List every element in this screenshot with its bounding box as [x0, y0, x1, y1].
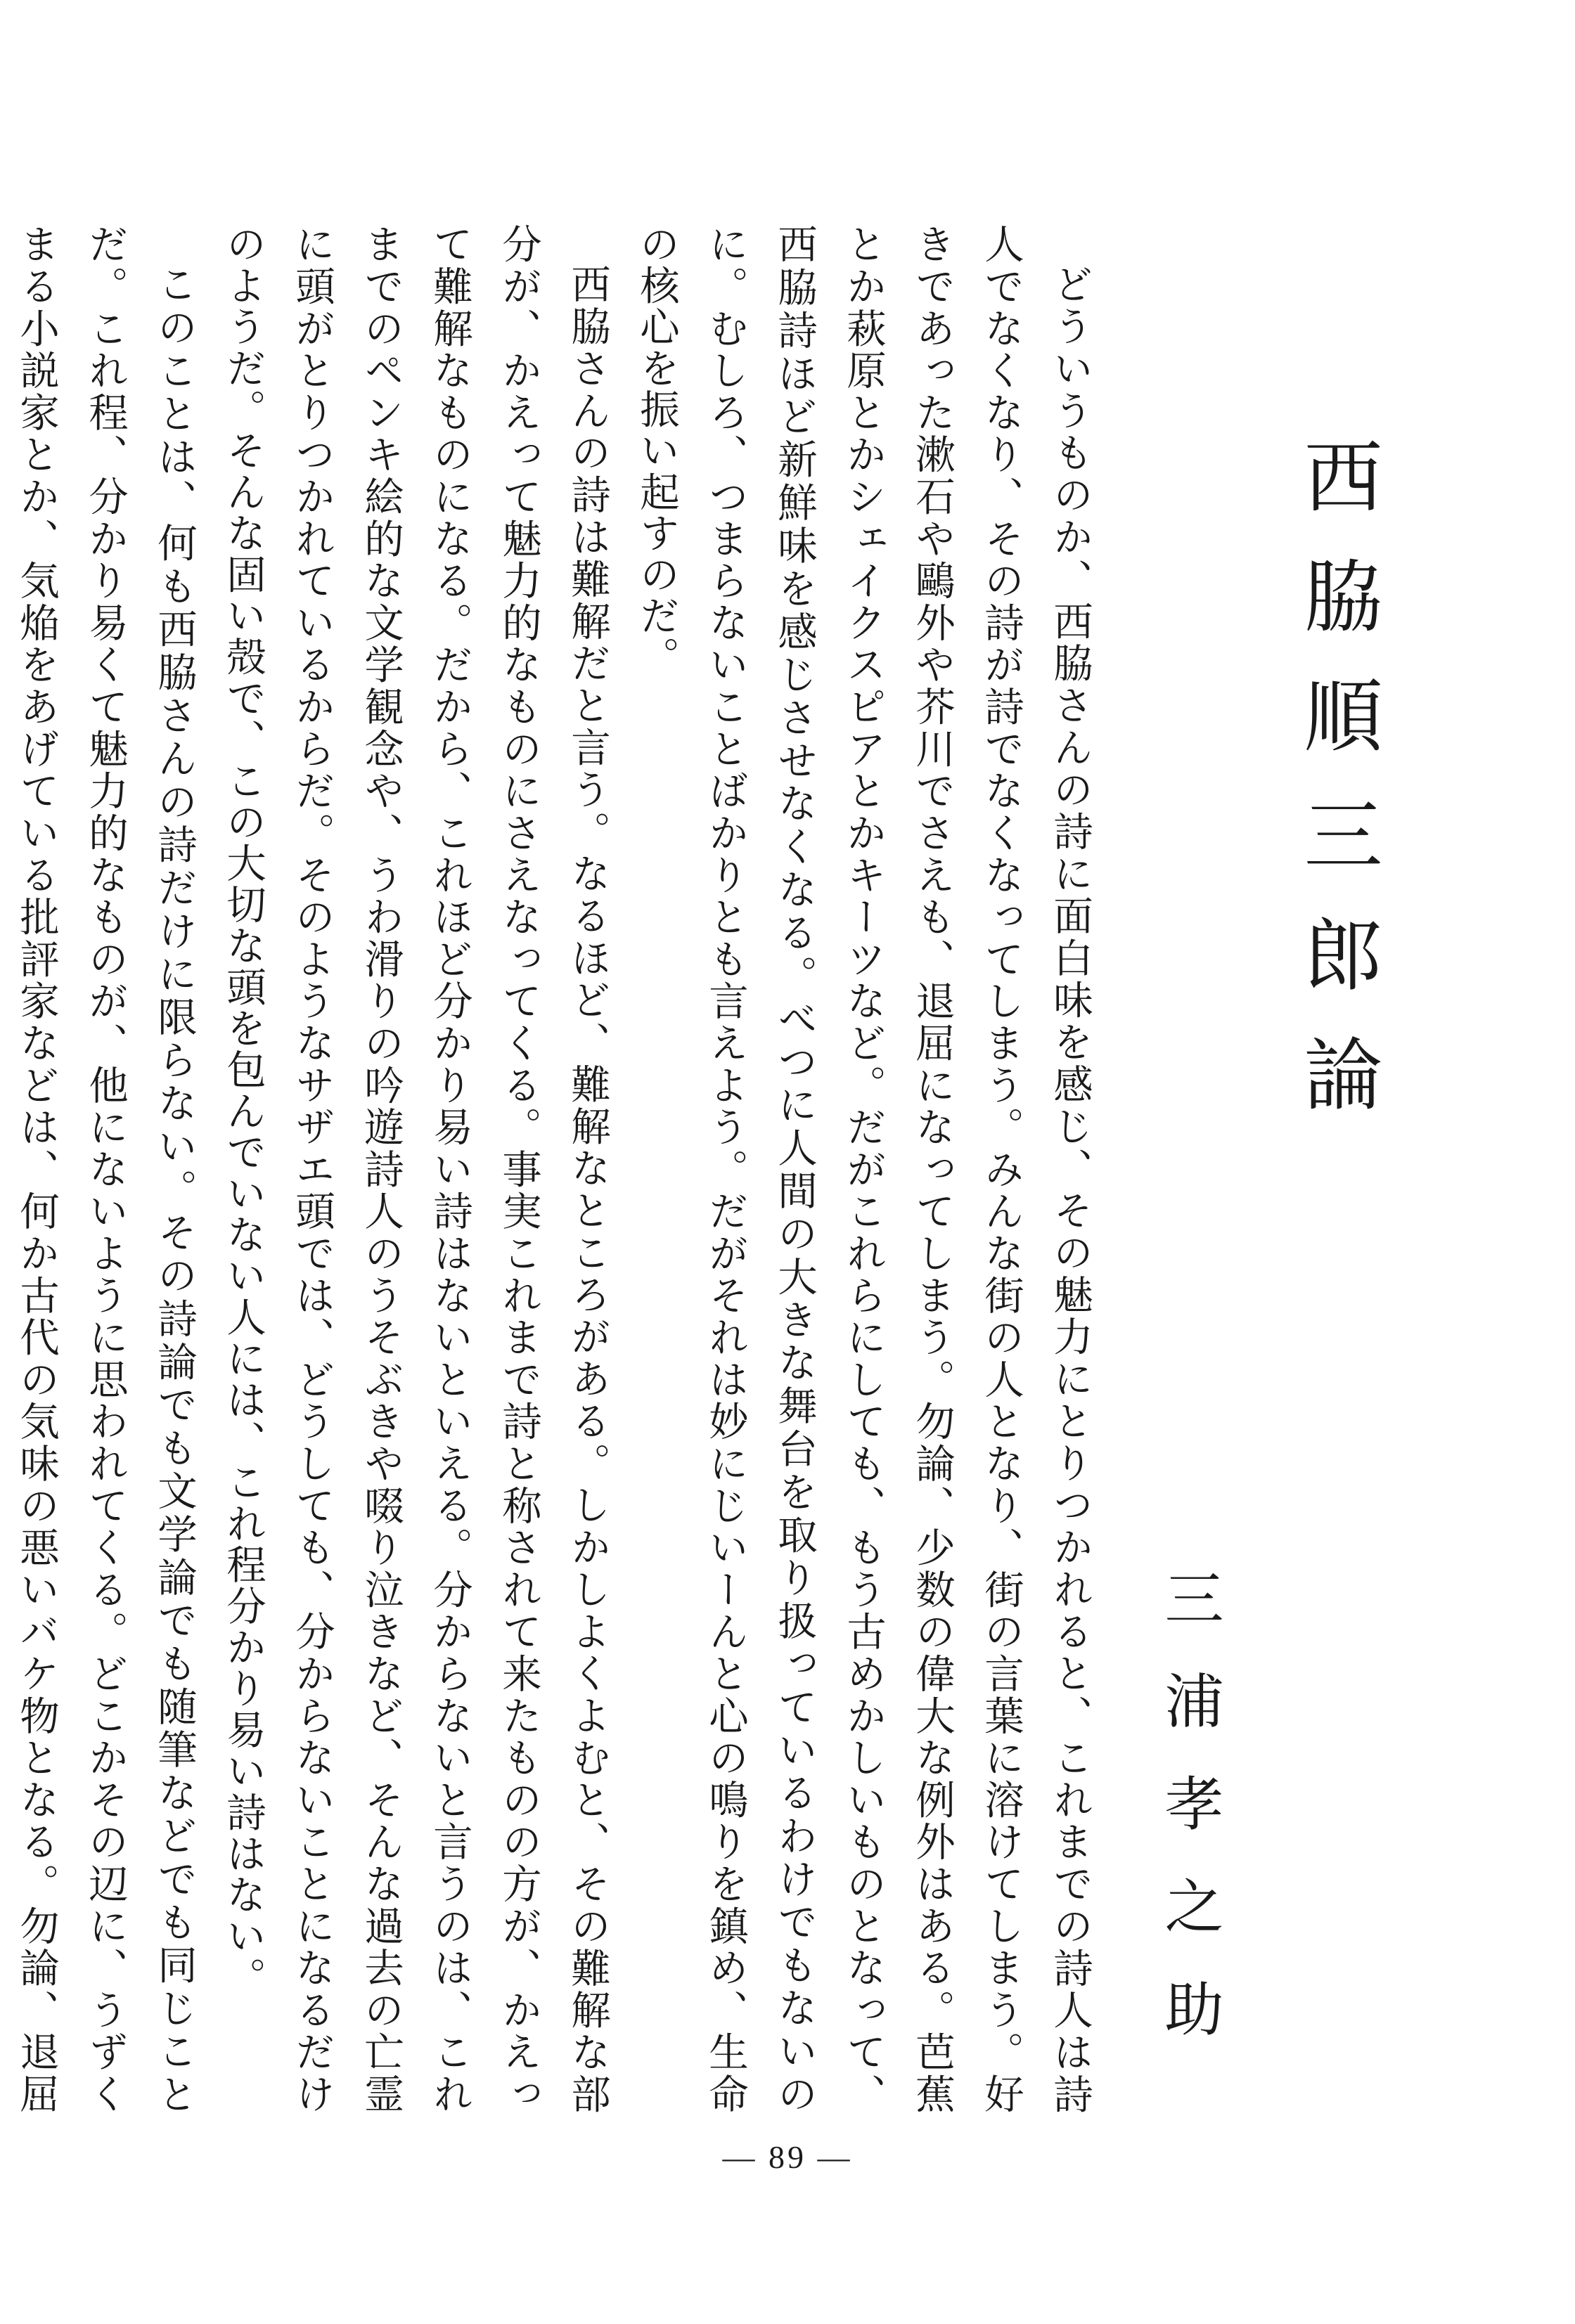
paragraph: このことは、何も西脇さんの詩だけに限らない。その詩論でも文学論でも随筆などでも同じことだ。これ程、分かり易くて魅力的なものが、他にないように思われてくる。どこかその辺に、うずくまる小説家とか、気焔をあげている批評家などは、何か古代の気味の悪いバケ物となる。勿論、退屈	[13, 224, 197, 2115]
article-title: 西脇順三郎論	[1291, 436, 1383, 1153]
author-name: 三浦孝之助	[1155, 1568, 1224, 2081]
page-number: — 89 —	[722, 2139, 853, 2175]
article-body	[13, 224, 1104, 2115]
paragraph: 西脇さんの詩は難解だと言う。なるほど、難解なところがある。しかしよくよむと、その難解な部分が、かえって魅力的なものにさえなってくる。事実これまで詩と称されて来たものの方が、かえって難解なものになる。だから、これほど分かり易い詩はないといえる。分からないと言うのは、これまでのペンキ絵的な文学観念や、うわ滑りの吟遊詩人のうそぶきや啜り泣きなど、そんな過去の亡霊に頭がとりつかれているからだ。そのようなサザエ頭では、どうしても、分からないことになるだけのようだ。そんな固い殻で、この大切な頭を包んでいない人には、これ程分かり易い詩はない。	[220, 224, 610, 2115]
paragraph: どういうものか、西脇さんの詩に面白味を感じ、その魅力にとりつかれると、これまでの詩人は詩人でなくなり、その詩が詩でなくなってしまう。みんな街の人となり、街の言葉に溶けてしまう。好きであった漱石や鷗外や芥川でさえも、退屈になってしまう。勿論、少数の偉大な例外はある。芭蕉とか萩原とかシェイクスピアとかキーツなど。だがこれらにしても、もう古めかしいものとなって、西脇詩ほど新鮮味を感じさせなくなる。べつに人間の大きな舞台を取り扱っているわけでもないのに。むしろ、つまらないことばかりとも言えよう。だがそれは妙にじいーんと心の鳴りを鎮め、生命の核心を振い起すのだ。	[634, 224, 1093, 2115]
